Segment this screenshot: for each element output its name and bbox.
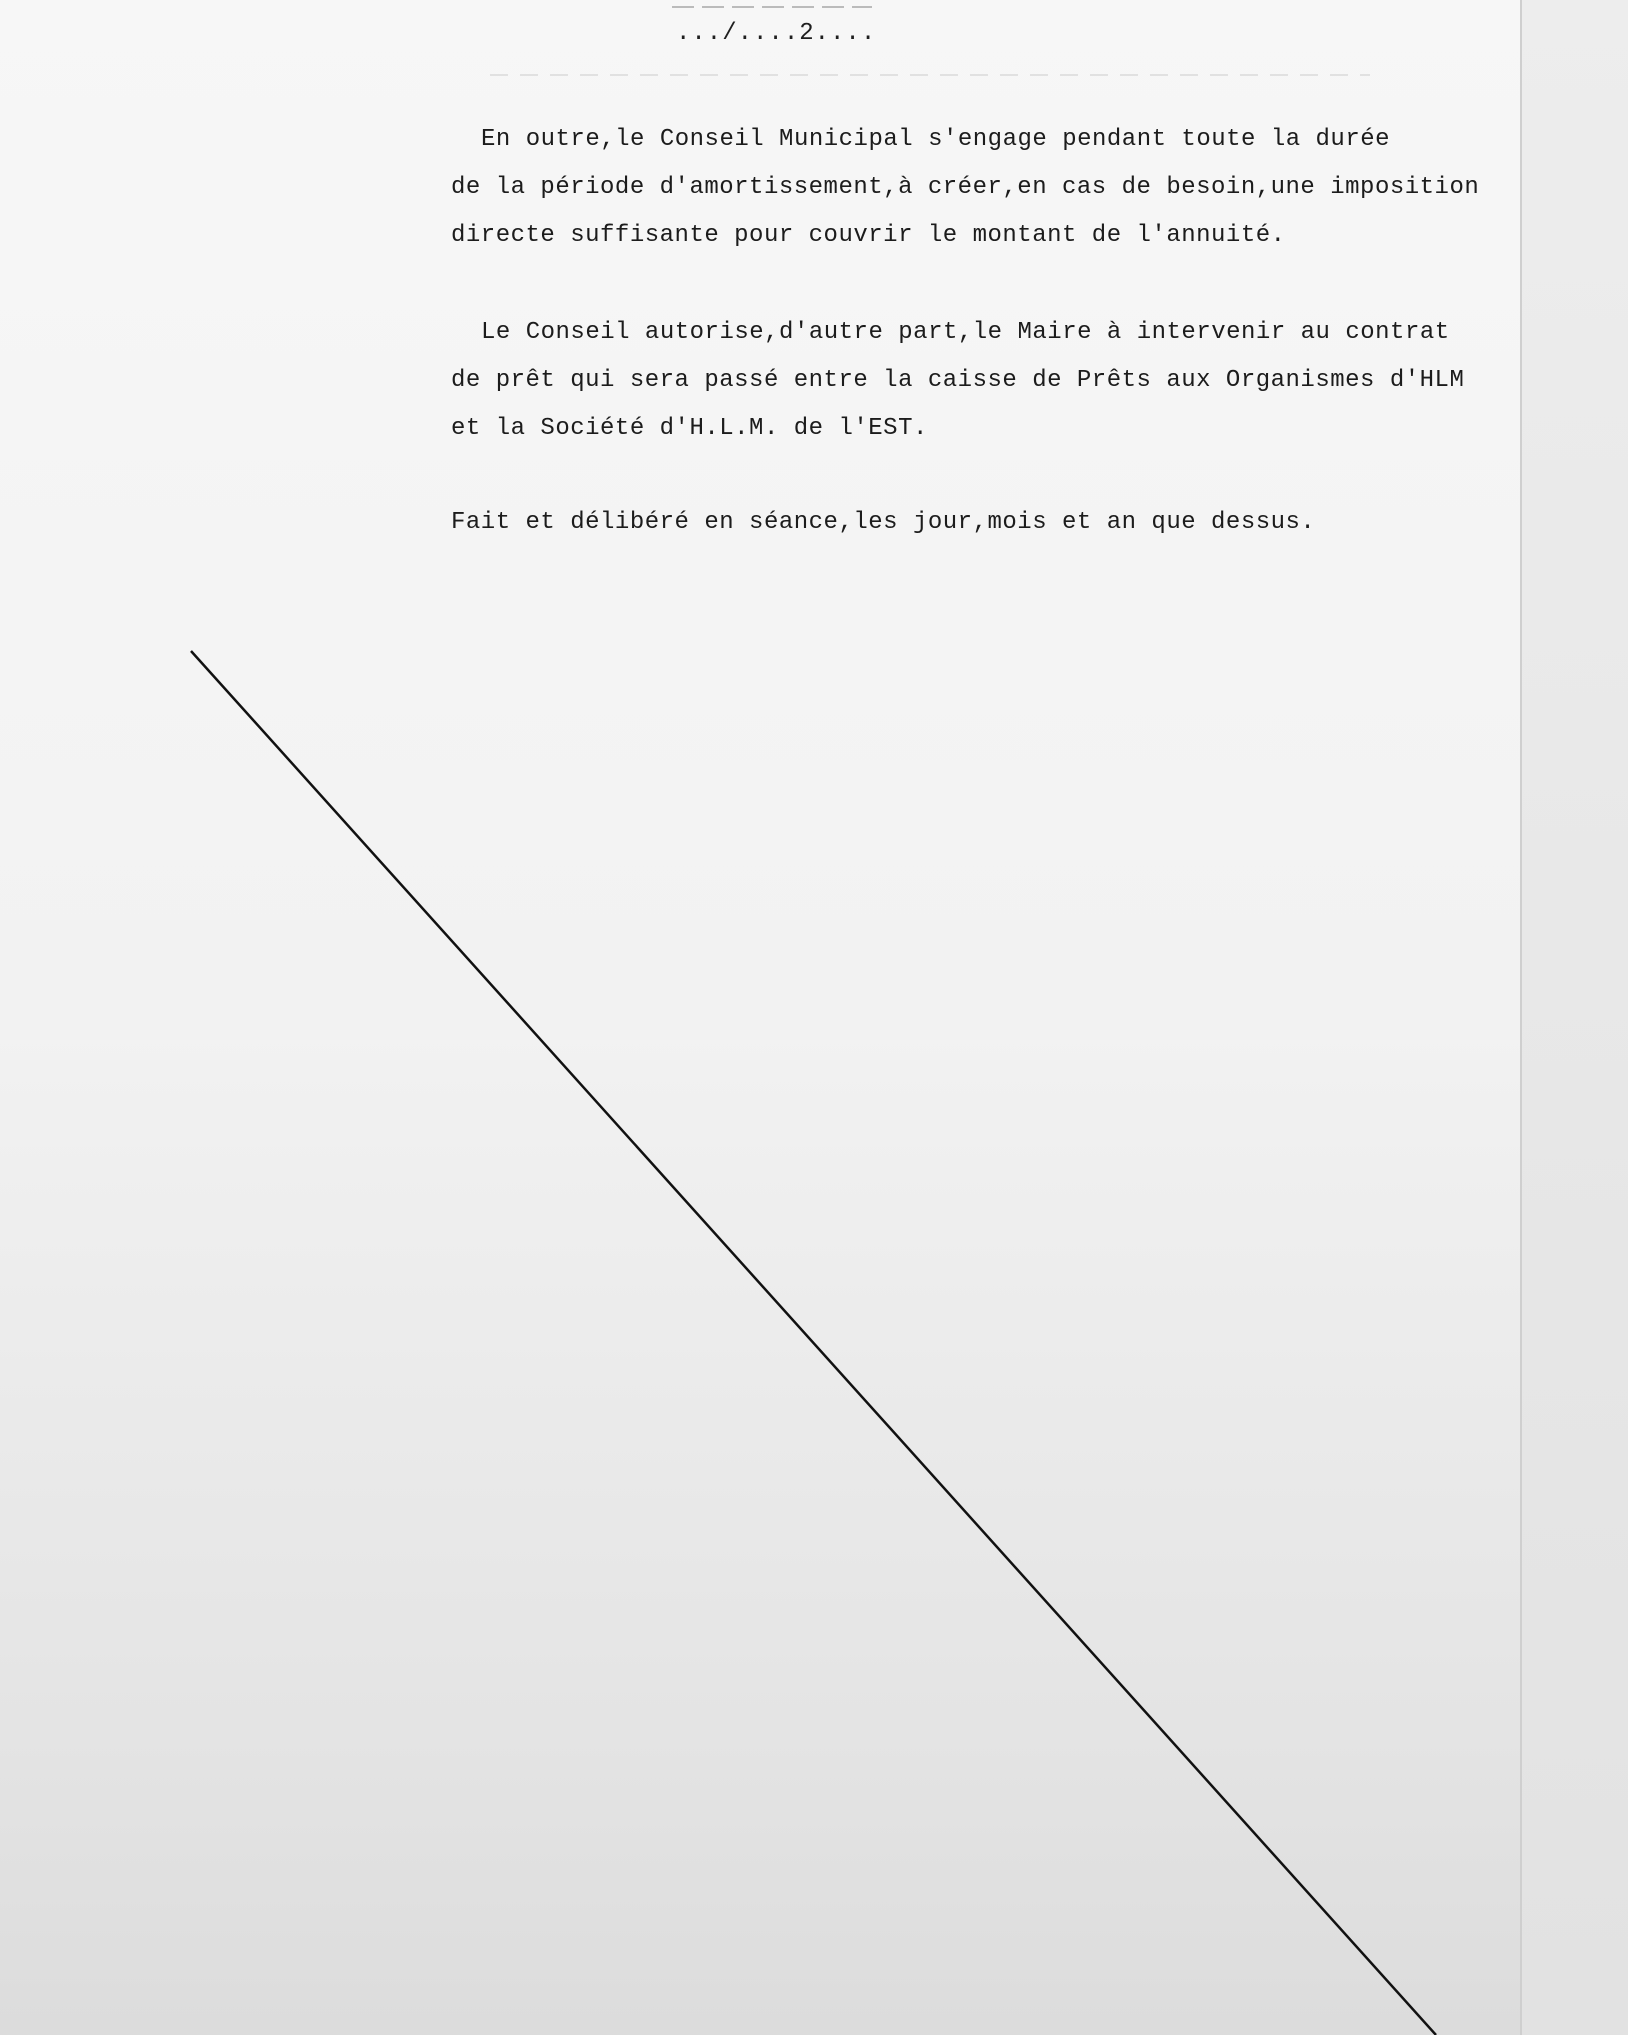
paragraph-line: et la Société d'H.L.M. de l'EST. — [451, 415, 928, 442]
paragraph-line: Fait et délibéré en séance,les jour,mois et an que dessus. — [451, 509, 1316, 536]
paragraph-line: directe suffisante pour couvrir le montant de l'annuité. — [451, 222, 1286, 249]
paragraph-line: de prêt qui sera passé entre la caisse de Prêts aux Organismes d'HLM — [451, 367, 1465, 394]
paragraph-line: de la période d'amortissement,à créer,en cas de besoin,une imposition — [451, 174, 1480, 201]
page-reference: .../....2.... — [676, 20, 877, 47]
paragraph-line: En outre,le Conseil Municipal s'engage pendant toute la durée — [481, 126, 1391, 153]
diagonal-line — [191, 651, 1436, 2035]
paragraph-line: Le Conseil autorise,d'autre part,le Maire à intervenir au contrat — [481, 319, 1450, 346]
